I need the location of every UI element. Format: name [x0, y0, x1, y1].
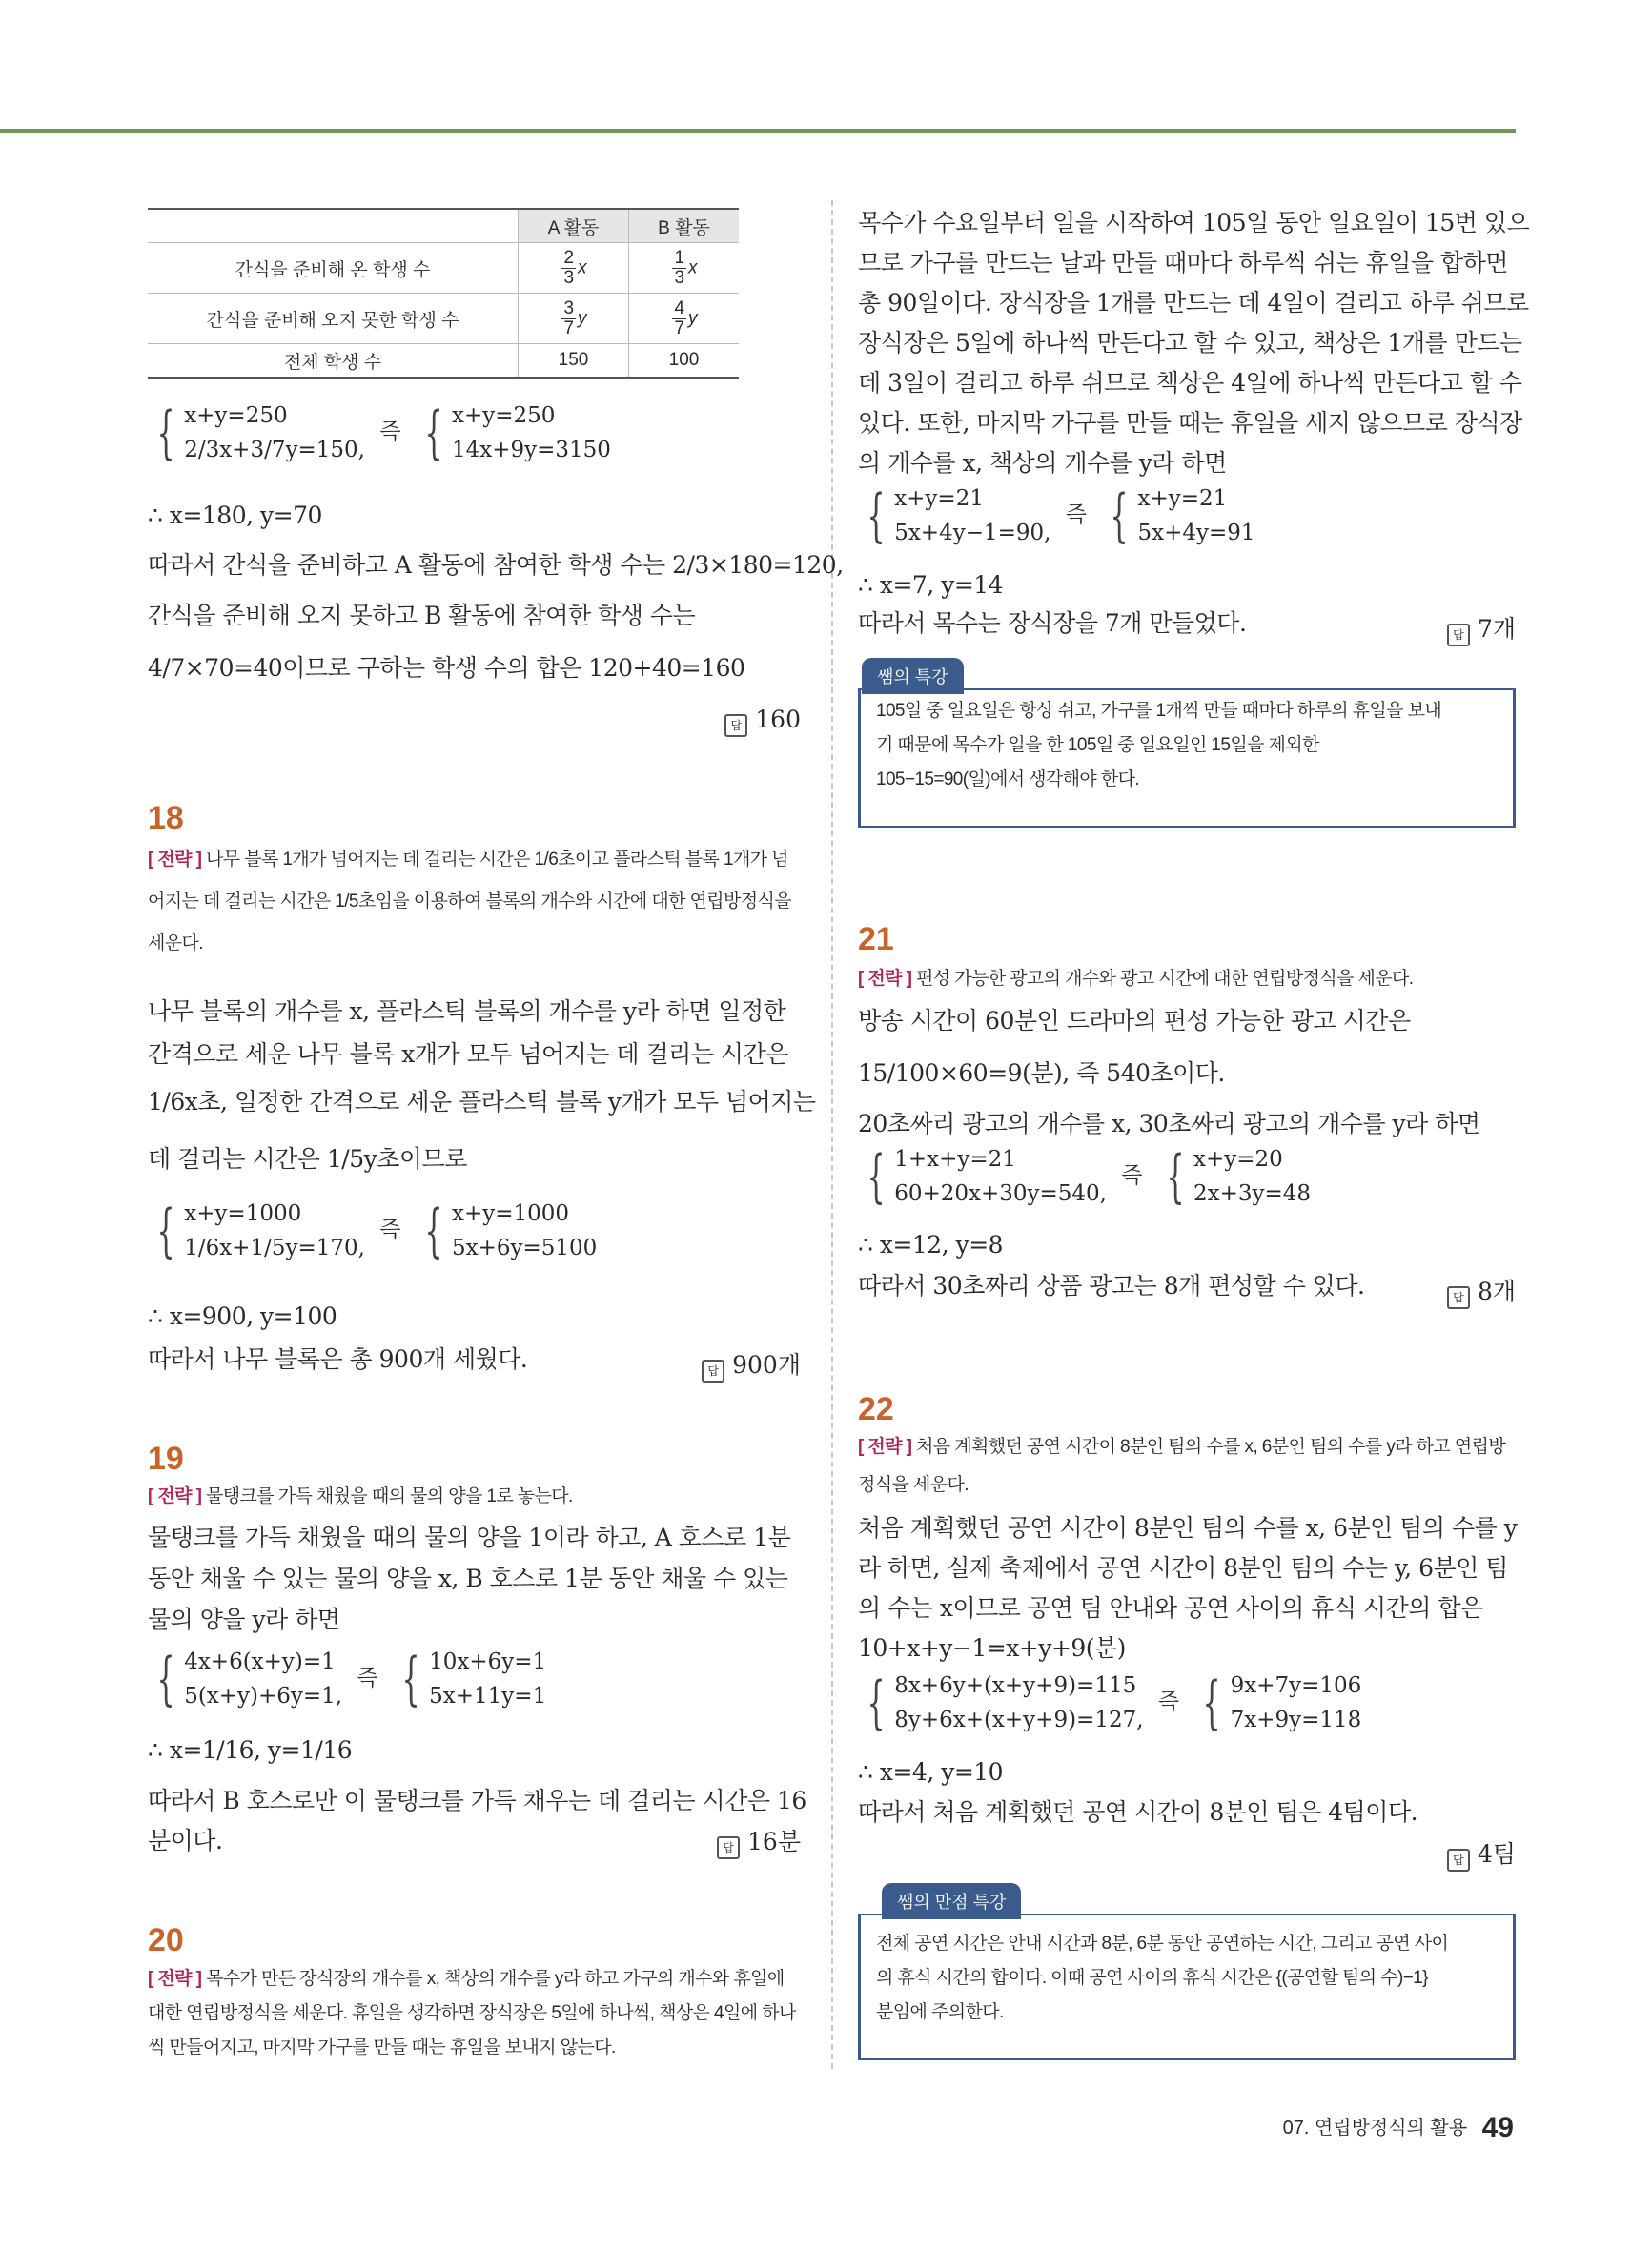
problem-number-19: 19: [148, 1441, 184, 1477]
note-line: 의 휴식 시간의 합이다. 이때 공연 사이의 휴식 시간은 {(공연할 팀의 수)−1}: [876, 1968, 1428, 1988]
text-line: 방송 시간이 60분인 드라마의 편성 가능한 광고 시간은: [858, 1007, 1411, 1034]
table-cell-a: $\frac{2}{3}$ x: [519, 243, 629, 294]
answer-icon: 답: [717, 1836, 740, 1859]
system-17: { x+y=250 2/3x+3/7y=150, 즉 { x+y=250 14x+9y=3150: [156, 399, 611, 466]
system-21: { 1+x+y=21 60+20x+30y=540, 즉 { x+y=20 2x+3y=48: [867, 1143, 1312, 1210]
strategy-18: [ 전략 ] 나무 블록 1개가 넘어지는 데 걸리는 시간은 1/6초이고 플라스틱 블록 1개가 넘어지는 데 걸리는 시간은 1/5초임을 이용하여 블록의 개수와 시간에 대한 연립방정식을 세운다.: [148, 850, 792, 953]
eq: x+y=21: [894, 486, 984, 511]
answer-icon: 답: [1447, 1849, 1470, 1872]
system-18: { x+y=1000 1/6x+1/5y=170, 즉 { x+y=1000 5x+6y=5100: [156, 1198, 598, 1264]
top-rule: [0, 129, 1516, 133]
text-line: 15/100×60=9(분), 즉 540초이다.: [858, 1059, 1225, 1087]
eq: x+y=250: [184, 403, 288, 428]
text-line: 의 수는 x이므로 공연 팀 안내와 공연 사이의 휴식 시간의 합은: [858, 1594, 1483, 1622]
page-footer: [1283, 2112, 1514, 2144]
system-22: { 8x+6y+(x+y+9)=115 8y+6x+(x+y+9)=127, 즉 { 9x+7y=106 7x+9y=118: [867, 1669, 1362, 1736]
text-line: 장식장은 5일에 하나씩 만든다고 할 수 있고, 책상은 1개를 만드는: [858, 329, 1522, 357]
text-line: 데 3일이 걸리고 하루 쉬므로 책상은 4일에 하나씩 만든다고 할 수: [858, 369, 1522, 397]
eq: 1/6x+1/5y=170,: [184, 1236, 365, 1260]
text-line: 므로 가구를 만드는 날과 만들 때마다 하루씩 쉬는 휴일을 합하면: [858, 249, 1508, 277]
text-line: 물탱크를 가득 채웠을 때의 물의 양을 1이라 하고, A 호스로 1분: [148, 1524, 791, 1551]
eq: 2x+3y=48: [1193, 1181, 1312, 1206]
eq: 2/3x+3/7y=150,: [184, 438, 365, 462]
table-row: [148, 344, 739, 379]
note-box-22: [858, 1914, 1516, 2060]
table-cell-a: $\frac{3}{7}$ y: [519, 294, 629, 344]
eq: 5x+6y=5100: [451, 1236, 598, 1260]
result-17: ∴ x=180, y=70: [148, 502, 322, 529]
text-line: 간식을 준비해 오지 못하고 B 활동에 참여한 학생 수는: [148, 602, 696, 629]
text-line: 1/6x초, 일정한 간격으로 세운 플라스틱 블록 y개가 모두 넘어지는: [148, 1088, 816, 1116]
answer-icon: 답: [1447, 1286, 1470, 1309]
result-20: ∴ x=7, y=14: [858, 571, 1004, 599]
eq: x+y=250: [451, 403, 556, 428]
conclusion-20: 따라서 목수는 장식장을 7개 만들었다.: [858, 609, 1247, 637]
result-18: ∴ x=900, y=100: [148, 1302, 337, 1330]
data-table-wrap: [148, 208, 801, 379]
note-title-22: 쌤의 만점 특강: [882, 1883, 1021, 1919]
strategy-21: [ 전략 ] 편성 가능한 광고의 개수와 광고 시간에 대한 연립방정식을 세운다.: [858, 969, 1414, 989]
table-header-a: A 활동: [519, 209, 629, 243]
jeuk-label: 즉: [379, 419, 401, 443]
table-row: [148, 243, 739, 294]
page-number: 49: [1481, 2112, 1514, 2143]
result-22: ∴ x=4, y=10: [858, 1758, 1004, 1786]
eq: 9x+7y=106: [1230, 1673, 1362, 1698]
eq: 10x+6y=1: [429, 1649, 547, 1674]
eq: 5x+4y=91: [1137, 521, 1255, 545]
text-line: 간격으로 세운 나무 블록 x개가 모두 넘어지는 데 걸리는 시간은: [148, 1040, 788, 1068]
eq: 5(x+y)+6y=1,: [184, 1684, 343, 1709]
text-line: 목수가 수요일부터 일을 시작하여 105일 동안 일요일이 15번 있으: [858, 209, 1530, 236]
eq: x+y=1000: [451, 1201, 570, 1226]
text-line: 따라서 간식을 준비하고 A 활동에 참여한 학생 수는 2/3×180=120,: [148, 551, 844, 579]
table-cell-label: 간식을 준비해 오지 못한 학생 수: [148, 294, 519, 344]
answer-20: 답 7개: [1447, 610, 1516, 646]
strategy-19: [ 전략 ] 물탱크를 가득 채웠을 때의 물의 양을 1로 놓는다.: [148, 1486, 573, 1506]
answer-icon: 답: [724, 714, 747, 737]
eq: 8x+6y+(x+y+9)=115: [894, 1673, 1137, 1698]
jeuk-label: 즉: [1065, 502, 1087, 526]
conclusion-22: 따라서 처음 계획했던 공연 시간이 8분인 팀은 4팀이다.: [858, 1798, 1418, 1826]
table-cell-b: $\frac{1}{3}$ x: [629, 243, 740, 294]
answer-22: 답 4팀: [1447, 1835, 1516, 1872]
result-21: ∴ x=12, y=8: [858, 1231, 1004, 1259]
text-line: 데 걸리는 시간은 1/5y초이므로: [148, 1145, 467, 1173]
table-cell-b: $\frac{4}{7}$ y: [629, 294, 740, 344]
text-line: 4/7×70=40이므로 구하는 학생 수의 합은 120+40=160: [148, 654, 745, 682]
text-line: 동안 채울 수 있는 물의 양을 x, B 호스로 1분 동안 채울 수 있는: [148, 1565, 788, 1592]
text-line: 물의 양을 y라 하면: [148, 1606, 340, 1633]
jeuk-label: 즉: [357, 1665, 378, 1690]
eq: 4x+6(x+y)=1: [184, 1649, 336, 1674]
answer-icon: 답: [702, 1360, 724, 1383]
column-divider: [831, 200, 833, 2069]
text-line: 10+x+y−1=x+y+9(분): [858, 1634, 1126, 1662]
answer-21: 답 8개: [1447, 1273, 1516, 1309]
text-line: 라 하면, 실제 축제에서 공연 시간이 8분인 팀의 수는 y, 6분인 팀: [858, 1554, 1508, 1582]
eq: x+y=1000: [184, 1201, 302, 1226]
note-box-20: [858, 688, 1516, 828]
strategy-22: [ 전략 ] 처음 계획했던 공연 시간이 8분인 팀의 수를 x, 6분인 팀의 수를 y라 하고 연립방정식을 세운다.: [858, 1437, 1506, 1495]
text-line: 있다. 또한, 마지막 가구를 만들 때는 휴일을 세지 않으므로 장식장: [858, 409, 1522, 437]
jeuk-label: 즉: [1121, 1162, 1143, 1187]
table-cell-b: 100: [629, 344, 740, 379]
text-line: 20초짜리 광고의 개수를 x, 30초짜리 광고의 개수를 y라 하면: [858, 1110, 1480, 1137]
table-header-empty: [148, 209, 519, 243]
result-19: ∴ x=1/16, y=1/16: [148, 1736, 353, 1764]
system-19: { 4x+6(x+y)=1 5(x+y)+6y=1, 즉 { 10x+6y=1 5x+11y=1: [156, 1646, 547, 1712]
note-line: 전체 공연 시간은 안내 시간과 8분, 6분 동안 공연하는 시간, 그리고 공연 사이: [876, 1934, 1449, 1954]
eq: 5x+4y−1=90,: [894, 521, 1051, 545]
jeuk-label: 즉: [1157, 1689, 1180, 1713]
eq: 8y+6x+(x+y+9)=127,: [894, 1708, 1144, 1732]
note-line: 105일 중 일요일은 항상 쉬고, 가구를 1개씩 만들 때마다 하루의 휴일을 보내: [876, 701, 1442, 721]
text-line: 의 개수를 x, 책상의 개수를 y라 하면: [858, 449, 1227, 477]
eq: 60+20x+30y=540,: [894, 1181, 1107, 1206]
table-header-b: B 활동: [629, 209, 740, 243]
chapter-title: 07. 연립방정식의 활용: [1282, 2118, 1468, 2139]
answer-icon: 답: [1447, 624, 1470, 646]
note-line: 분임에 주의한다.: [876, 2002, 1004, 2022]
problem-number-21: 21: [858, 921, 894, 957]
text-line: 총 90일이다. 장식장을 1개를 만드는 데 4일이 걸리고 하루 쉬므로: [858, 289, 1529, 317]
note-line: 기 때문에 목수가 일을 한 105일 중 일요일인 15일을 제외한: [876, 735, 1319, 755]
jeuk-label: 즉: [379, 1217, 401, 1241]
eq: 14x+9y=3150: [451, 438, 611, 462]
eq: 7x+9y=118: [1230, 1708, 1362, 1732]
note-line: 105−15=90(일)에서 생각해야 한다.: [876, 769, 1140, 789]
text-line: 처음 계획했던 공연 시간이 8분인 팀의 수를 x, 6분인 팀의 수를 y: [858, 1514, 1518, 1542]
table-row: [148, 294, 739, 344]
text-line: 나무 블록의 개수를 x, 플라스틱 블록의 개수를 y라 하면 일정한: [148, 997, 786, 1025]
table-cell-label: 간식을 준비해 온 학생 수: [148, 243, 519, 294]
answer-17: 답 160: [724, 706, 801, 737]
eq: x+y=20: [1193, 1147, 1283, 1172]
conclusion-18: 따라서 나무 블록은 총 900개 세웠다.: [148, 1345, 528, 1373]
text-line: 따라서 B 호스로만 이 물탱크를 가득 채우는 데 걸리는 시간은 16: [148, 1787, 806, 1814]
table-cell-label: 전체 학생 수: [148, 344, 519, 379]
system-20: { x+y=21 5x+4y−1=90, 즉 { x+y=21 5x+4y=91: [867, 482, 1255, 549]
text-line: 분이다.: [148, 1827, 223, 1854]
answer-18: 답 900개: [702, 1346, 801, 1383]
problem-number-20: 20: [148, 1922, 184, 1958]
strategy-20: [ 전략 ] 목수가 만든 장식장의 개수를 x, 책상의 개수를 y라 하고 가구의 개수와 휴일에 대한 연립방정식을 세운다. 휴일을 생각하면 장식장은 5일에 하나씩, 책상은 4일에 하나씩 만들어지고, 마지막 가구를 만들 때는 휴일을 보내지 않는다.: [148, 1969, 796, 2058]
table-cell-a: 150: [519, 344, 629, 379]
conclusion-21: 따라서 30초짜리 상품 광고는 8개 편성할 수 있다.: [858, 1272, 1365, 1300]
problem-number-22: 22: [858, 1391, 894, 1427]
note-title-20: 쌤의 특강: [862, 658, 964, 694]
answer-19: 답 16분: [717, 1823, 801, 1859]
eq: x+y=21: [1137, 486, 1228, 511]
problem-number-18: 18: [148, 800, 184, 836]
data-table: [148, 208, 739, 379]
eq: 1+x+y=21: [894, 1147, 1016, 1172]
eq: 5x+11y=1: [429, 1684, 547, 1709]
